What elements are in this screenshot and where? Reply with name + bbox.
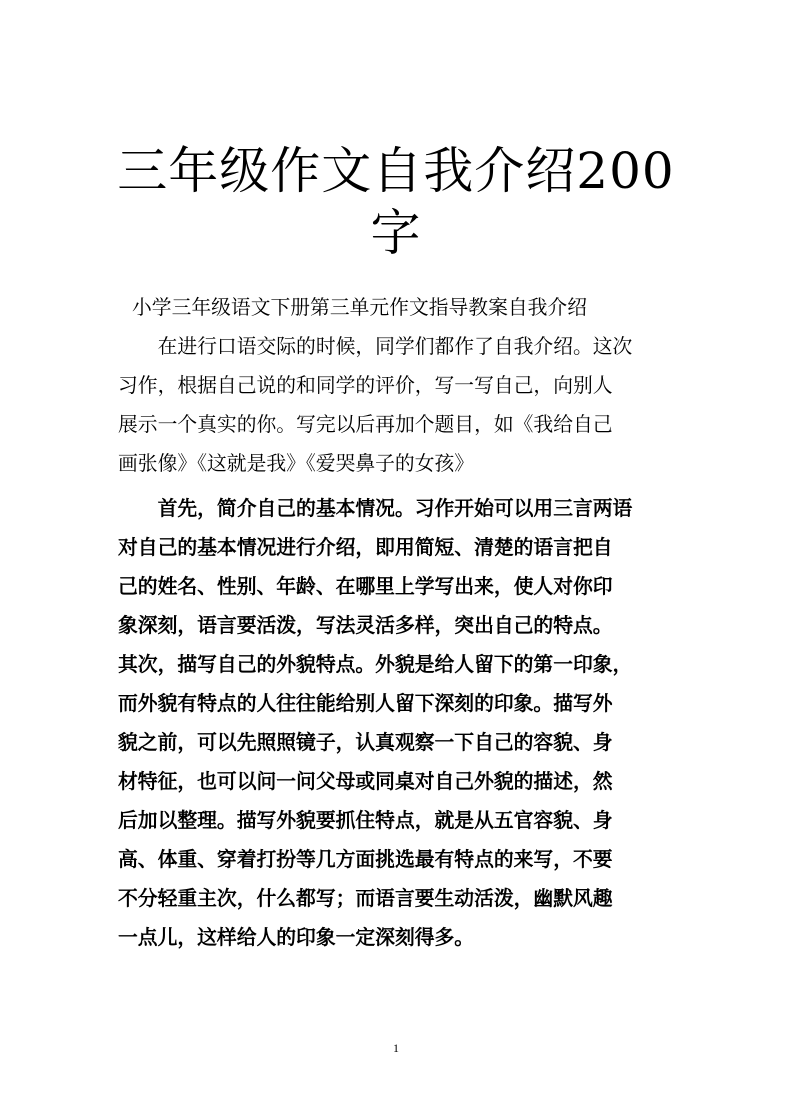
- paragraph-intro: 在进行口语交际的时候，同学们都作了自我介绍。这次 习作，根据自己说的和同学的评价，写一写自己，向别人 展示一个真实的你。写完以后再加个题目，如《我给自己 画张像》《这就是我》《爱哭鼻子的女孩》: [118, 335, 633, 475]
- page-number: 1: [393, 1041, 399, 1055]
- paragraph-main: 首先，简介自己的基本情况。习作开始可以用三言两语 对自己的基本情况进行介绍，即用简短、清楚的语言把自 己的姓名、性别、年龄、在哪里上学写出来，使人对你印 象深刻，语言要活泼，写法灵活多样，突出自己的特点。 其次，描写自己的外貌特点。外貌是给人留下的第一印象， 而外貌有特点的人往往能给别人留下深刻的印象。描写外 貌之前，可以先照照镜子，认真观察一下自己的容貌、身 材特征，也可以问一问父母或同桌对自己外貌的描述，然 后加以整理。描写外貌要抓住特点，就是从五官容貌、身 高、体重、穿着打扮等几方面挑选最有特点的来写，不要 不分轻重主次，什么都写；而语言要生动活泼，幽默风趣 一点儿，这样给人的印象一定深刻得多。: [118, 497, 633, 949]
- document-title: 三年级作文自我介绍200 字: [117, 142, 675, 262]
- document-subtitle: 小学三年级语文下册第三单元作文指导教案自我介绍: [132, 296, 587, 319]
- document-body: [118, 288, 666, 957]
